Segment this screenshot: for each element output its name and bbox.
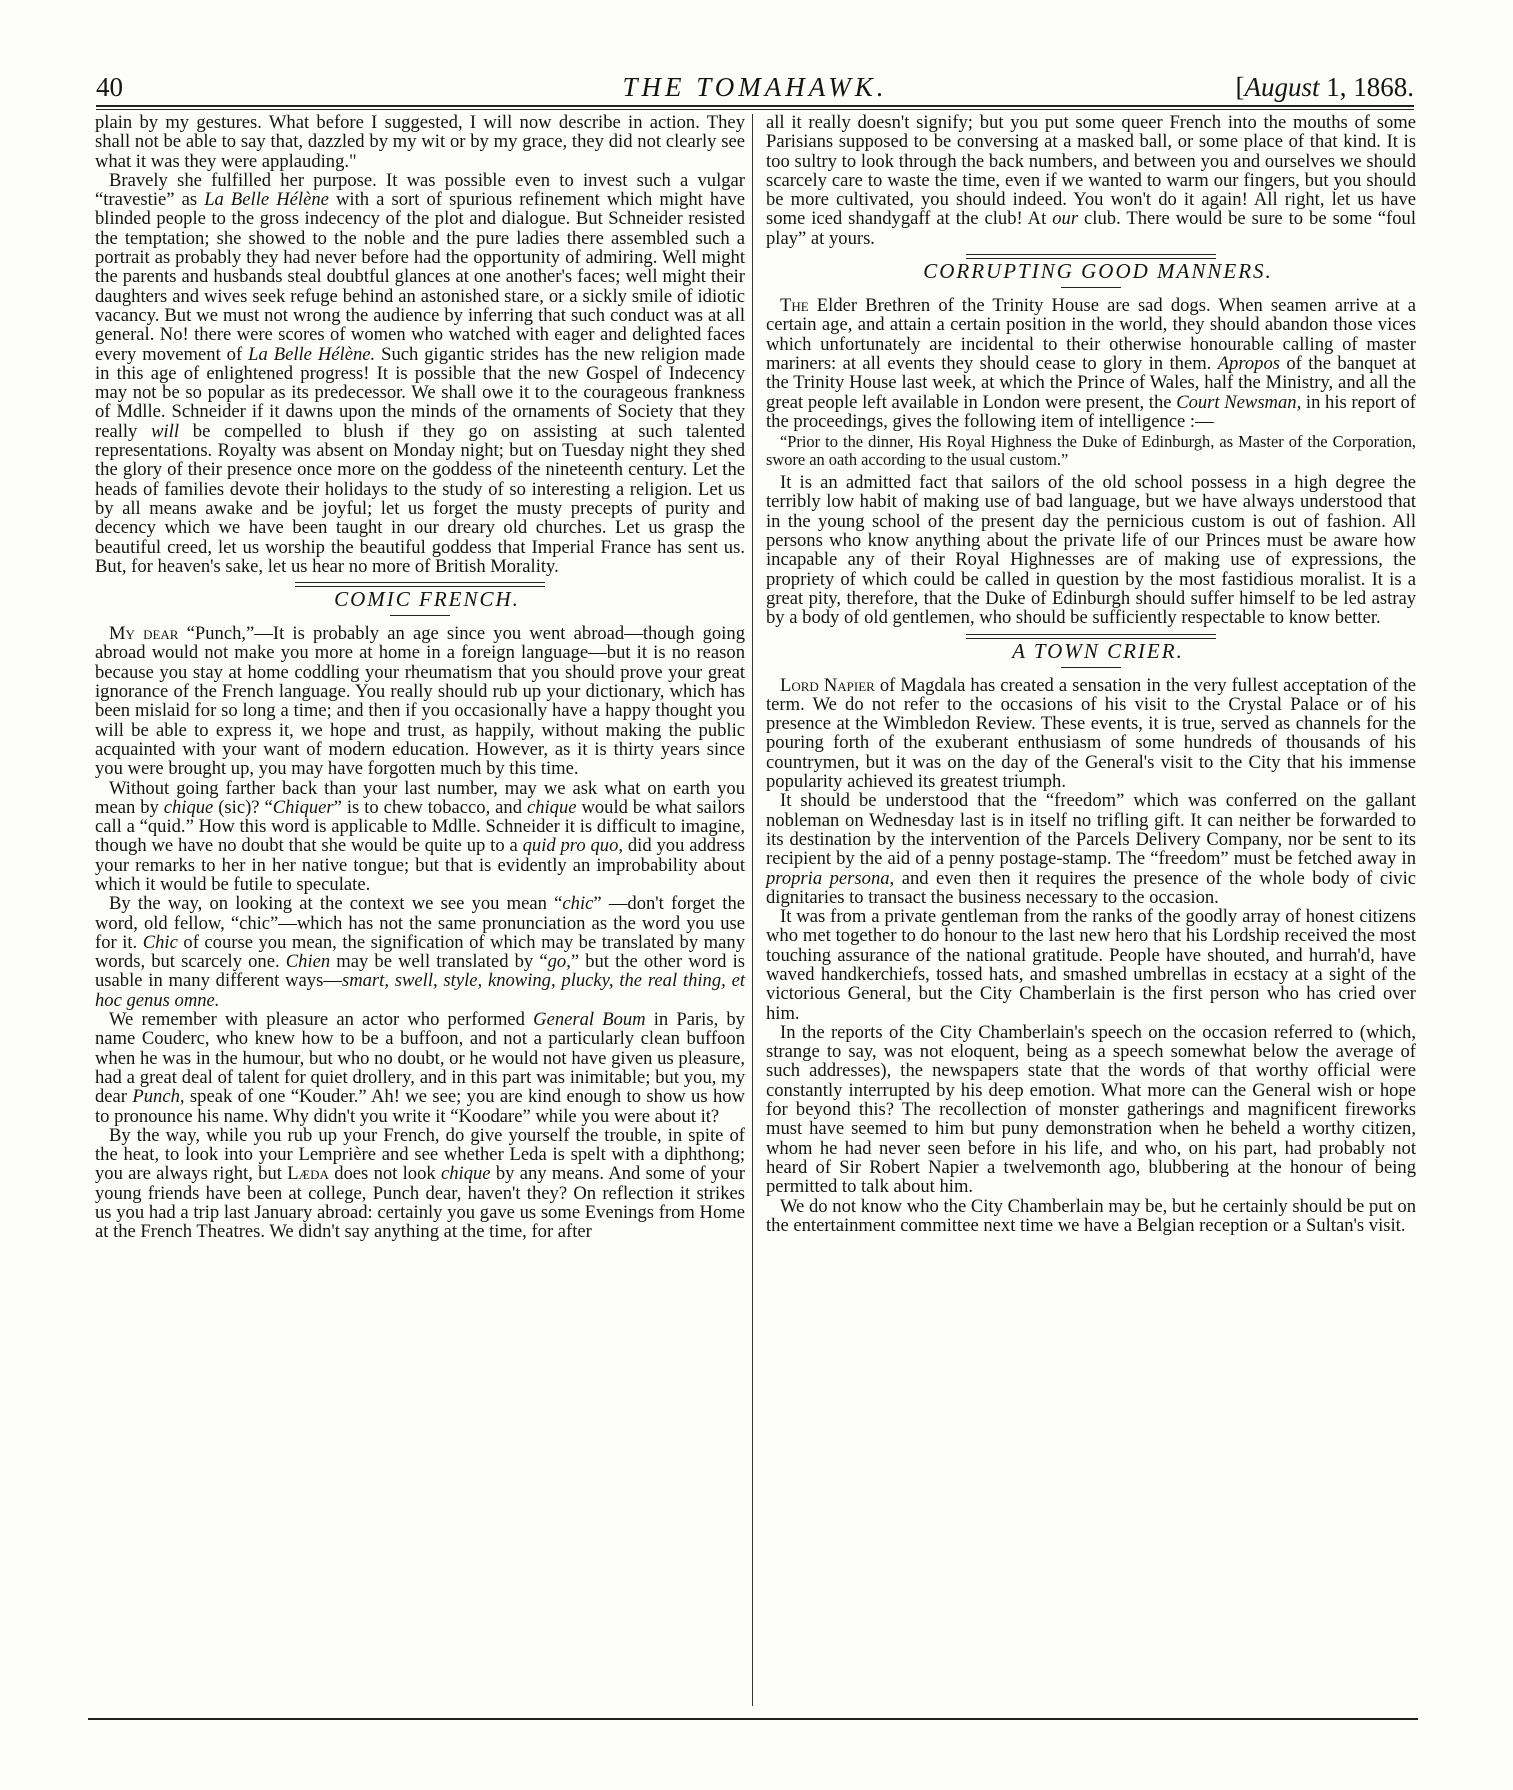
publication-title: THE TOMAHAWK. [622,72,888,102]
column-divider [752,114,753,1706]
paragraph: My dear “Punch,”—It is probably an age since you went abroad—though going abroad would not make you more at home in a foreign language—but it is no reason because you stay at home coddling your rheumatism that you should prove your great ignorance of the French language. You really should rub up your dictionary, which has been mislaid for so long a time; and then if you occasionally have a happy thought you will be able to express it, we hope and trust, as happily, without making the public acquainted with your want of modern education. However, as it is thirty years since you were brought up, you may have forgotten much by this time. [95,623,745,780]
footer-rule [88,1718,1418,1720]
paragraph: Without going farther back than your last number, may we ask what on earth you mean by chique (sic)? “Chiquer” is to chew tobacco, and chique would be what sailors call a “quid.” How this word is applicable to Mdlle. Schneider it is difficult to imagine, though we have no doubt that she would be quite up to a quid pro quo, did you address your remarks to her in her native tongue; but that is evidently an improbability about which it would be futile to speculate. [95,777,745,895]
paragraph: By the way, on looking at the context we see you mean “chic” —don't forget the word, old fellow, “chic”—which has not the same pronunciation as the word you use for it. Chic of course you mean, the signification of which may be translated by many words, but scarcely one. Chien may be well translated by “go,” but the other word is usable in many different ways—smart, swell, style, knowing, plucky, the real thing, et hoc genus omne. [95,893,745,1011]
heading-underline [390,615,450,616]
paragraph: In the reports of the City Chamberlain's speech on the occasion referred to (which, strange to say, was not eloquent, being as a speech somewhat below the average of such addresses), the newspapers state that the words of that worthy official were constantly interrupted by his deep emotion. What more can the General wish or hope for beyond this? The recollection of monster gatherings and magnificent fireworks must have seemed to him but puny demonstration when he beheld a worthy citizen, whom he had never seen before in his life, and who, on his part, had probably not heard of Sir Robert Napier a twelvemonth ago, blubbering at the honour of being permitted to talk about him. [766,1021,1416,1198]
paragraph: It was from a private gentleman from the ranks of the goodly array of honest citizens who met together to do honour to the last new hero that his Lordship received the most touching assurance of the national gratitude. People have shouted, and hurrah'd, have waved handkerchiefs, tossed hats, and smashed umbrellas in ecstacy at a sight of the victorious General, but the City Chamberlain is the first person who has cried over him. [766,906,1416,1024]
issue-date: [August 1, 1868. [1235,72,1414,102]
paragraph: Bravely she fulfilled her purpose. It was possible even to invest such a vulgar “travestie” as La Belle Hélène with a sort of spurious refinement which might have blinded people to the gross indecency of the plot and dialogue. But Schneider resisted the temptation; she showed to the noble and the pure ladies there assembled such a portrait as probably they had never before had the opportunity of admiring. Well might the parents and husbands steal doubtful glances at one another's faces; well might their daughters and wives seek refuge behind an astonished stare, or a sickly smile of idiotic vacancy. But we must not wrong the audience by inferring that such conduct was at all general. No! there were scores of women who watched with eager and delighted faces every movement of La Belle Hélène. Such gigantic strides has the new religion made in this age of enlightened progress! It is possible that the new Gospel of Indecency may not be so popular as its predecessor. We shall owe it to the courageous frankness of Mdlle. Schneider if it dawns upon the minds of the ornaments of Society that they really will be compelled to blush if they go on assisting at such talented representations. Royalty was absent on Monday night; but on Tuesday night they shed the glory of their presence once more on the goddess of the nineteenth century. Let the heads of families devote their holidays to the study of so interesting a religion. Let us by all means awake and be joyful; let us forget the musty precepts of purity and decency which we have been taught in our dreary old churches. Let us grasp the beautiful creed, let us worship the beautiful goddess that Imperial France has sent us. But, for heaven's sake, let us hear no more of British Morality. [95,169,745,577]
page-number: 40 [96,72,123,102]
paragraph: It should be understood that the “freedom” which was conferred on the gallant nobleman on Wednesday last is in itself no trifling gift. It can neither be forwarded to its destination by the intervention of the Parcels Delivery Company, nor be sent to its recipient by the aid of a penny postage-stamp. The “freedom” must be fetched away in propria persona, and even then it requires the presence of the whole body of civic dignitaries to transact the business necessary to the occasion. [766,790,1416,908]
left-column [95,113,745,1242]
section-heading-comic-french: COMIC FRENCH. [334,587,520,612]
heading-underline [1061,287,1121,288]
heading-underline [1061,667,1121,668]
section-heading-corrupting-good-manners: CORRUPTING GOOD MANNERS. [923,259,1273,284]
section-heading-town-crier: A TOWN CRIER. [1012,638,1184,663]
paragraph: By the way, while you rub up your French, do give yourself the trouble, in spite of the heat, to look into your Lemprière and see whether Leda is spelt with a diphthong; you are always right, but Læda does not look chique by any means. And some of your young friends have been at college, Punch dear, haven't they? On reflection it strikes us you had a trip last January abroad: certainly you gave us some Evenings from Home at the French Theatres. We didn't say anything at the time, for after [95,1124,745,1243]
paragraph: plain by my gestures. What before I suggested, I will now describe in action. They shall not be able to say that, dazzled by my wit or by my grace, they did not clearly see what it was they were applauding." [95,112,745,172]
paragraph: Lord Napier of Magdala has created a sensation in the very fullest acceptation of the term. We do not refer to the occasions of his visit to the Crystal Palace or of his presence at the Wimbledon Review. These events, it is true, served as channels for the pouring forth of the exuberant enthusiasm of some hundreds of thousands of his countrymen, but it was on the day of the General's visit to the City that his immense popularity achieved its greatest triumph. [766,674,1416,793]
masthead [96,70,1414,104]
quotation: “Prior to the dinner, His Royal Highness the Duke of Edinburgh, as Master of the Corporation, swore an oath according to the usual custom.” [766,432,1416,470]
header-rule-thin [96,109,1414,110]
paragraph: all it really doesn't signify; but you put some queer French into the mouths of some Parisians supposed to be conversing at a masked ball, or some place of that kind. It is too sultry to look through the back numbers, and between you and ourselves we should scarcely care to waste the time, even if we wanted to warm our fingers, but you should be more cultivated, you should indeed. You won't do it again! All right, let us have some iced shandygaff at the club! At our club. There would be sure to be some “foul play” at yours. [766,112,1417,249]
paragraph: We do not know who the City Chamberlain may be, but he certainly should be put on the entertainment committee next time we have a Belgian reception or a Sultan's visit. [766,1195,1416,1236]
paragraph: It is an admitted fact that sailors of the old school possess in a high degree the terribly low habit of making use of bad language, but we have always understood that in the young school of the present day the pernicious custom is out of fashion. All persons who know anything about the private life of our Princes must be aware how incapable any of their Royal Highnesses are of making use of expressions, the propriety of which could be called in question by the most fastidious moralist. It is a great pity, therefore, that the Duke of Edinburgh should suffer himself to be led astray by a body of old gentlemen, who should be sufficiently respectable to know better. [766,472,1416,629]
paragraph: We remember with pleasure an actor who performed General Boum in Paris, by name Couderc, who knew how to be a buffoon, and not a particularly clean buffoon when he was in the humour, but who no doubt, or he would not have given us pleasure, had a great deal of talent for quiet drollery, and in this part was inimitable; but you, my dear Punch, speak of one “Kouder.” Ah! we see; you are kind enough to show us how to pronounce his name. Why didn't you write it “Koodare” while you were about it? [95,1009,745,1127]
right-column [766,113,1416,1235]
paragraph: The Elder Brethren of the Trinity House are sad dogs. When seamen arrive at a certain age, and attain a certain position in the world, they should abandon those vices which unfortunately are incidental to their otherwise honourable calling of master mariners: at all events they should cease to glory in them. Apropos of the banquet at the Trinity House last week, at which the Prince of Wales, half the Ministry, and all the great people left available in London were present, the Court Newsman, in his report of the proceedings, gives the following item of intelligence :— [766,295,1416,432]
header-rule [96,105,1414,107]
